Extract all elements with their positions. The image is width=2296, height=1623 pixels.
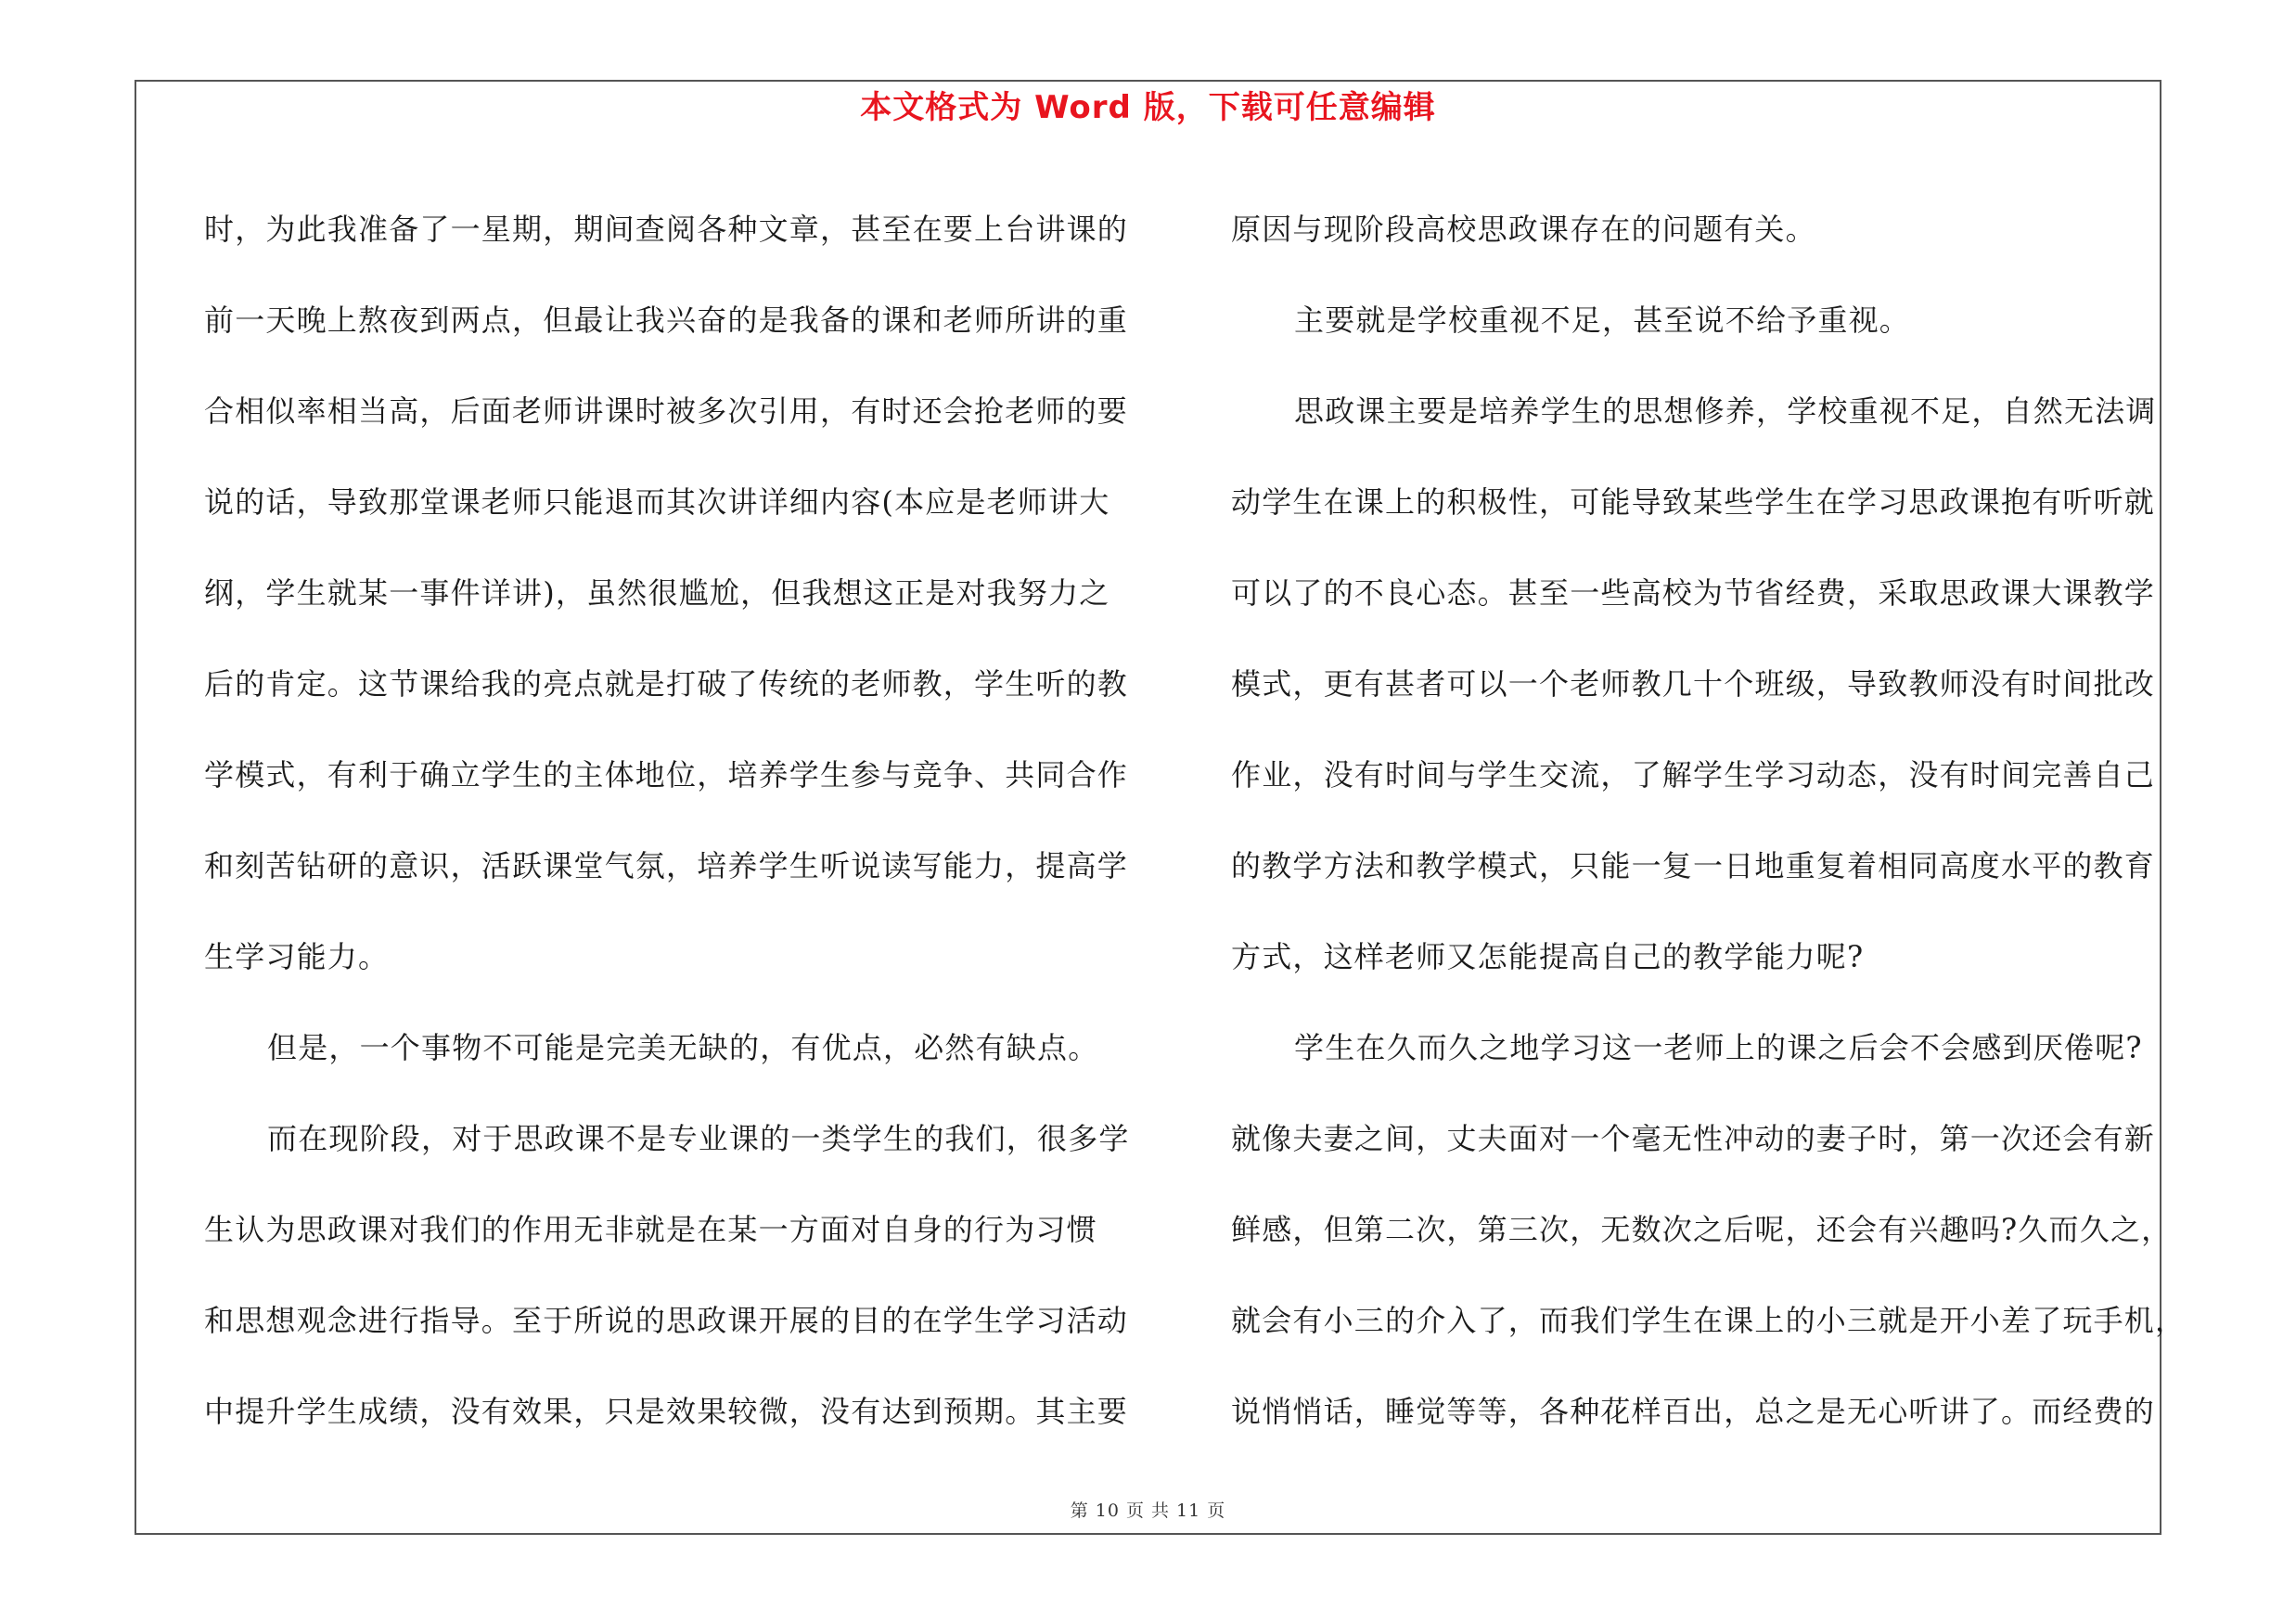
text-line: 鲜感，但第二次，第三次，无数次之后呢，还会有兴趣吗?久而久之， xyxy=(1231,1212,2173,1247)
text-line: 动学生在课上的积极性，可能导致某些学生在学习思政课抱有听听就 xyxy=(1231,484,2156,520)
text-line: 的教学方法和教学模式，只能一复一日地重复着相同高度水平的教育 xyxy=(1231,848,2156,883)
text-line: 思政课主要是培养学生的思想修养，学校重视不足，自然无法调 xyxy=(1294,393,2157,429)
text-line: 生学习能力。 xyxy=(204,939,390,974)
text-line: 原因与现阶段高校思政课存在的问题有关。 xyxy=(1231,212,1816,247)
left-column xyxy=(204,184,1132,1457)
text-line: 生认为思政课对我们的作用无非就是在某一方面对自身的行为习惯 xyxy=(204,1212,1097,1247)
text-line: 说悄悄话，睡觉等等，各种花样百出，总之是无心听讲了。而经费的 xyxy=(1231,1394,2156,1429)
right-column xyxy=(1231,184,2187,1457)
text-line: 而在现阶段，对于思政课不是专业课的一类学生的我们，很多学 xyxy=(267,1121,1130,1156)
text-line: 说的话，导致那堂课老师只能退而其次讲详细内容(本应是老师讲大 xyxy=(204,484,1110,520)
page-number-footer: 第 10 页 共 11 页 xyxy=(1070,1501,1226,1521)
text-line: 和刻苦钻研的意识，活跃课堂气氛，培养学生听说读写能力，提高学 xyxy=(204,848,1129,883)
text-line: 就会有小三的介入了，而我们学生在课上的小三就是开小差了玩手机， xyxy=(1231,1303,2187,1338)
text-line: 可以了的不良心态。甚至一些高校为节省经费，采取思政课大课教学 xyxy=(1231,575,2156,611)
text-line: 时，为此我准备了一星期，期间查阅各种文章，甚至在要上台讲课的 xyxy=(204,212,1129,247)
text-line: 学生在久而久之地学习这一老师上的课之后会不会感到厌倦呢? xyxy=(1294,1030,2143,1065)
text-line: 但是，一个事物不可能是完美无缺的，有优点，必然有缺点。 xyxy=(267,1030,1099,1065)
text-line: 作业，没有时间与学生交流，了解学生学习动态，没有时间完善自己 xyxy=(1231,757,2156,792)
text-line: 后的肯定。这节课给我的亮点就是打破了传统的老师教，学生听的教 xyxy=(204,666,1129,702)
format-banner: 本文格式为 Word 版，下载可任意编辑 xyxy=(860,89,1436,126)
text-line: 合相似率相当高，后面老师讲课时被多次引用，有时还会抢老师的要 xyxy=(204,393,1129,429)
text-line: 方式，这样老师又怎能提高自己的教学能力呢? xyxy=(1231,939,1865,974)
text-line: 模式，更有甚者可以一个老师教几十个班级，导致教师没有时间批改 xyxy=(1231,666,2156,702)
text-line: 前一天晚上熬夜到两点，但最让我兴奋的是我备的课和老师所讲的重 xyxy=(204,303,1129,338)
text-line: 和思想观念进行指导。至于所说的思政课开展的目的在学生学习活动 xyxy=(204,1303,1129,1338)
text-line: 就像夫妻之间，丈夫面对一个毫无性冲动的妻子时，第一次还会有新 xyxy=(1231,1121,2156,1156)
text-line: 纲，学生就某一事件详讲)，虽然很尴尬，但我想这正是对我努力之 xyxy=(204,575,1110,611)
text-line: 学模式，有利于确立学生的主体地位，培养学生参与竞争、共同合作 xyxy=(204,757,1129,792)
text-line: 主要就是学校重视不足，甚至说不给予重视。 xyxy=(1294,303,1911,338)
text-line: 中提升学生成绩，没有效果，只是效果较微，没有达到预期。其主要 xyxy=(204,1394,1129,1429)
